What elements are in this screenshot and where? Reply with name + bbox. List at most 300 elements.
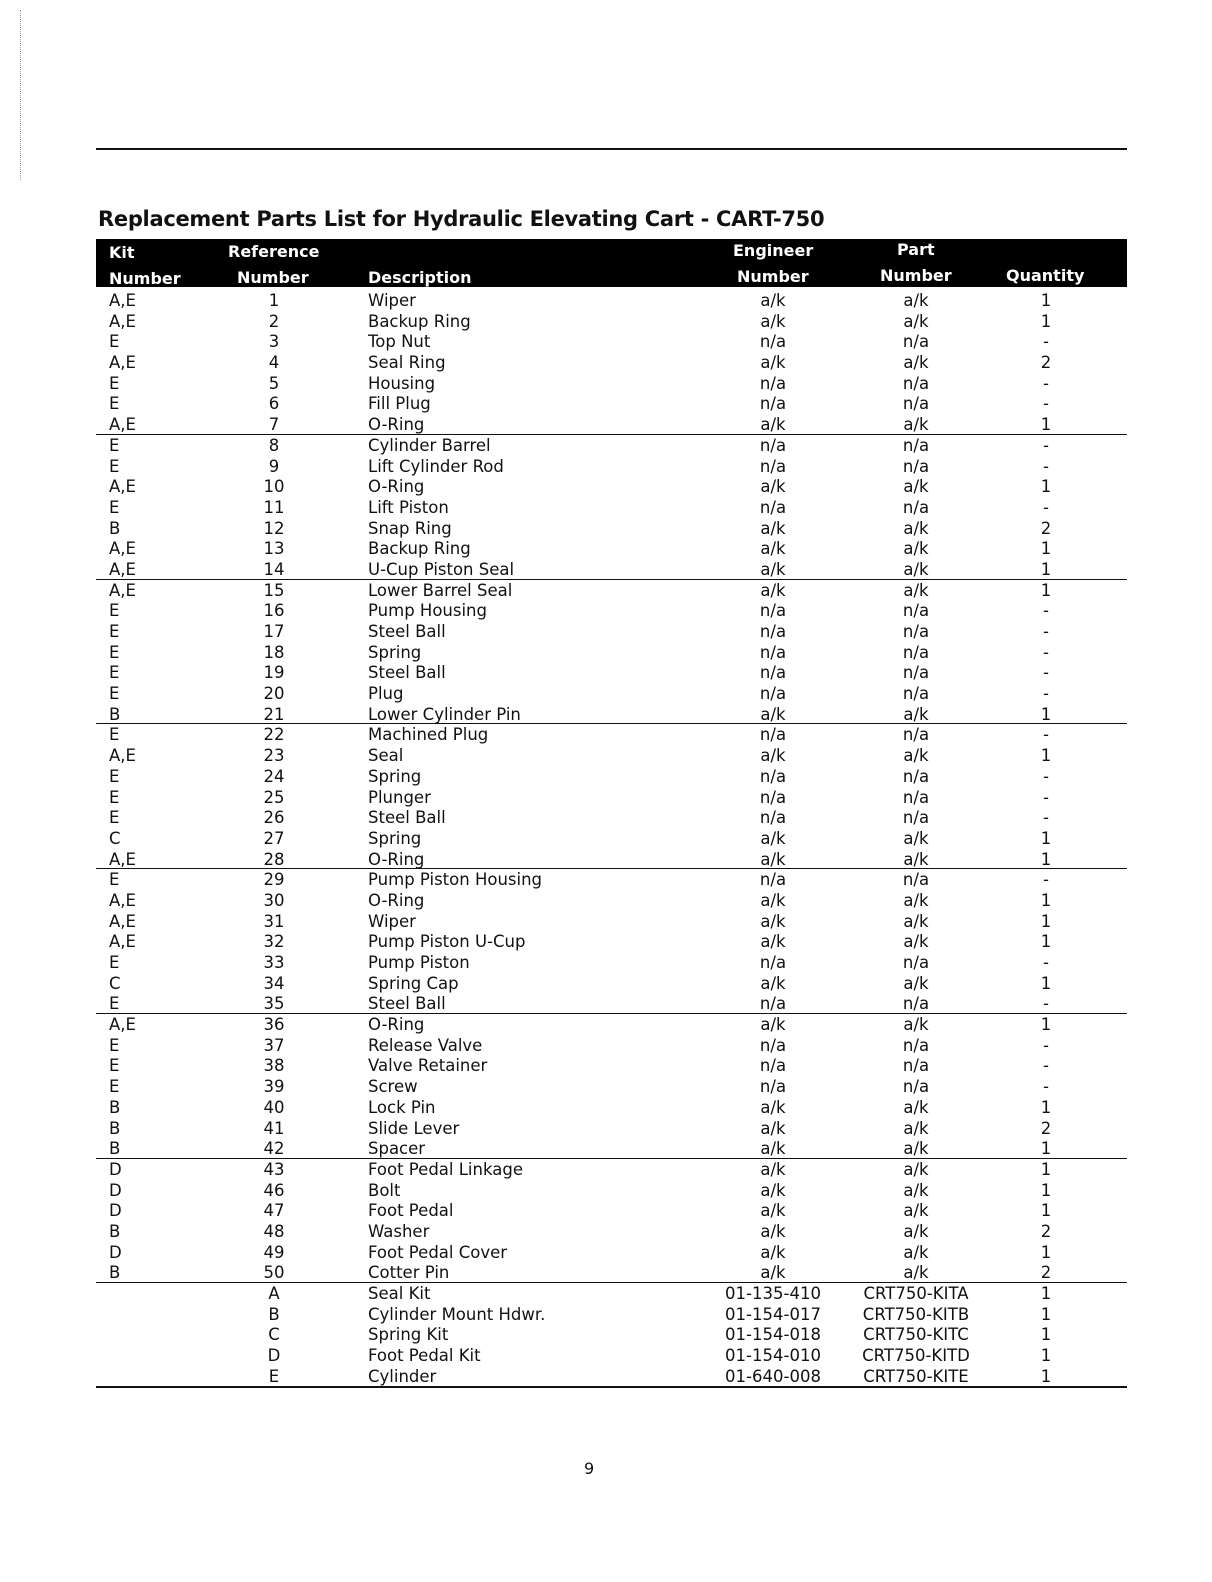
description-cell: Spring Cap xyxy=(368,973,459,993)
table-row xyxy=(96,414,1127,435)
table-row xyxy=(96,1200,1127,1221)
kit-cell: E xyxy=(109,953,120,972)
description-cell: U-Cup Piston Seal xyxy=(368,559,515,579)
engineer-number-cell: a/k xyxy=(760,849,786,869)
quantity-cell: 1 xyxy=(1040,1325,1052,1345)
table-row xyxy=(96,745,1127,766)
engineer-number-cell: a/k xyxy=(760,1015,786,1035)
reference-cell: 5 xyxy=(268,373,280,393)
engineer-number-cell: 01-154-017 xyxy=(725,1304,821,1324)
table-row xyxy=(96,642,1127,663)
description-cell: Pump Piston U-Cup xyxy=(368,932,526,952)
kit-cell: D xyxy=(109,1180,122,1200)
reference-cell: 35 xyxy=(263,994,285,1014)
part-number-cell: a/k xyxy=(903,580,929,600)
part-number-cell: a/k xyxy=(903,559,929,579)
quantity-cell: 1 xyxy=(1040,580,1052,600)
quantity-cell: - xyxy=(1043,642,1049,662)
quantity-cell: - xyxy=(1043,684,1049,704)
part-number-cell: a/k xyxy=(903,518,929,538)
table-row xyxy=(96,931,1127,952)
description-cell: Fill Plug xyxy=(368,394,431,414)
reference-cell: 22 xyxy=(263,725,285,745)
table-row xyxy=(96,497,1127,518)
engineer-number-cell: a/k xyxy=(760,1263,786,1283)
reference-cell: 37 xyxy=(263,1035,285,1055)
kit-cell: B xyxy=(109,1118,121,1138)
part-number-cell: a/k xyxy=(903,1097,929,1117)
quantity-cell: - xyxy=(1043,787,1049,807)
quantity-cell: 1 xyxy=(1040,311,1052,331)
engineer-number-cell: a/k xyxy=(760,890,786,910)
reference-cell: 8 xyxy=(268,435,280,455)
kit-cell: E xyxy=(109,622,120,641)
part-number-cell: a/k xyxy=(903,1201,929,1221)
reference-cell: B xyxy=(268,1304,280,1324)
kit-cell: E xyxy=(109,497,120,517)
reference-cell: 50 xyxy=(263,1263,285,1283)
reference-cell: 16 xyxy=(263,601,285,621)
description-cell: Spring xyxy=(368,828,422,848)
quantity-cell: 1 xyxy=(1040,291,1052,310)
quantity-cell: 1 xyxy=(1040,1242,1052,1262)
part-number-cell: n/a xyxy=(902,953,930,972)
reference-cell: A xyxy=(268,1284,280,1303)
part-number-cell: a/k xyxy=(903,973,929,993)
reference-cell: 26 xyxy=(263,808,285,828)
quantity-cell: - xyxy=(1043,953,1049,972)
scan-margin-mark xyxy=(20,10,22,180)
reference-cell: 46 xyxy=(263,1180,285,1200)
description-cell: Lock Pin xyxy=(368,1097,436,1117)
reference-cell: 4 xyxy=(268,353,280,373)
reference-cell: 33 xyxy=(263,953,285,972)
description-cell: Pump Housing xyxy=(368,601,487,621)
part-number-cell: a/k xyxy=(903,1180,929,1200)
quantity-cell: 1 xyxy=(1040,1097,1052,1117)
table-row xyxy=(96,1055,1127,1076)
engineer-number-cell: n/a xyxy=(759,725,787,745)
part-number-cell: a/k xyxy=(903,1221,929,1241)
quantity-cell: 1 xyxy=(1040,415,1052,435)
kit-cell: A,E xyxy=(109,539,136,559)
engineer-number-cell: 01-154-018 xyxy=(725,1325,821,1345)
table-row xyxy=(96,352,1127,373)
reference-cell: 21 xyxy=(263,704,285,724)
description-cell: Valve Retainer xyxy=(368,1056,488,1076)
description-cell: Top Nut xyxy=(368,332,431,352)
engineer-number-cell: n/a xyxy=(759,622,787,641)
kit-cell: B xyxy=(109,704,121,724)
reference-cell: 27 xyxy=(263,828,285,848)
description-cell: O-Ring xyxy=(368,849,425,869)
engineer-number-cell: n/a xyxy=(759,373,787,393)
part-number-cell: a/k xyxy=(903,1242,929,1262)
description-cell: Machined Plug xyxy=(368,725,489,745)
quantity-cell: - xyxy=(1043,808,1049,828)
part-number-cell: n/a xyxy=(902,435,930,455)
part-number-cell: n/a xyxy=(902,1077,930,1097)
description-cell: Slide Lever xyxy=(368,1118,460,1138)
kit-cell: A,E xyxy=(109,580,136,600)
parts-table xyxy=(96,239,1127,1388)
table-row xyxy=(96,1097,1127,1118)
table-row xyxy=(96,724,1127,745)
reference-cell: 38 xyxy=(263,1056,285,1076)
table-row xyxy=(96,311,1127,332)
engineer-number-cell: a/k xyxy=(760,911,786,931)
part-number-cell: CRT750-KITD xyxy=(862,1346,970,1366)
table-row xyxy=(96,1159,1127,1180)
description-cell: Pump Piston Housing xyxy=(368,870,543,890)
part-number-cell: n/a xyxy=(902,1056,930,1076)
table-header xyxy=(96,239,1127,287)
engineer-number-cell: n/a xyxy=(759,684,787,704)
table-row xyxy=(96,1076,1127,1097)
part-number-cell: CRT750-KITE xyxy=(863,1366,969,1386)
engineer-number-cell: n/a xyxy=(759,808,787,828)
kit-cell: B xyxy=(109,1139,121,1159)
part-number-cell: n/a xyxy=(902,994,930,1014)
engineer-number-cell: a/k xyxy=(760,291,786,310)
engineer-number-cell: n/a xyxy=(759,332,787,352)
reference-cell: 19 xyxy=(263,663,285,683)
description-cell: Lift Cylinder Rod xyxy=(368,456,504,476)
kit-cell: E xyxy=(109,870,120,890)
description-cell: Wiper xyxy=(368,911,416,931)
description-cell: Spacer xyxy=(368,1139,426,1159)
part-number-cell: n/a xyxy=(902,642,930,662)
reference-cell: 6 xyxy=(268,394,280,414)
engineer-number-cell: n/a xyxy=(759,435,787,455)
kit-cell: E xyxy=(109,663,120,683)
kit-cell: A,E xyxy=(109,890,136,910)
description-cell: Cotter Pin xyxy=(368,1263,450,1283)
part-number-cell: a/k xyxy=(903,1159,929,1179)
table-row xyxy=(96,973,1127,994)
header-part-line2: Number xyxy=(880,266,952,285)
table-row xyxy=(96,373,1127,394)
description-cell: Housing xyxy=(368,373,436,393)
quantity-cell: - xyxy=(1043,456,1049,476)
kit-cell: E xyxy=(109,808,120,828)
description-cell: Bolt xyxy=(368,1180,401,1200)
kit-cell: E xyxy=(109,435,120,455)
table-row xyxy=(96,849,1127,870)
table-row xyxy=(96,993,1127,1014)
description-cell: Steel Ball xyxy=(368,994,446,1014)
table-row xyxy=(96,621,1127,642)
reference-cell: 32 xyxy=(263,932,285,952)
table-row xyxy=(96,787,1127,808)
table-row xyxy=(96,1283,1127,1304)
description-cell: Seal Kit xyxy=(368,1284,431,1303)
kit-cell: A,E xyxy=(109,1015,136,1035)
engineer-number-cell: n/a xyxy=(759,663,787,683)
table-row xyxy=(96,869,1127,890)
table-row xyxy=(96,290,1127,311)
engineer-number-cell: n/a xyxy=(759,870,787,890)
quantity-cell: 1 xyxy=(1040,559,1052,579)
table-row xyxy=(96,331,1127,352)
table-row xyxy=(96,476,1127,497)
engineer-number-cell: n/a xyxy=(759,456,787,476)
reference-cell: 11 xyxy=(263,497,285,517)
reference-cell: 13 xyxy=(263,539,285,559)
kit-cell: B xyxy=(109,1097,121,1117)
kit-cell: D xyxy=(109,1242,122,1262)
kit-cell: E xyxy=(109,642,120,662)
engineer-number-cell: n/a xyxy=(759,1035,787,1055)
engineer-number-cell: 01-135-410 xyxy=(725,1284,821,1303)
part-number-cell: a/k xyxy=(903,477,929,497)
header-reference-line2: Number xyxy=(237,268,309,287)
description-cell: O-Ring xyxy=(368,890,425,910)
quantity-cell: 1 xyxy=(1040,539,1052,559)
table-row xyxy=(96,952,1127,973)
quantity-cell: 2 xyxy=(1040,518,1052,538)
kit-cell: E xyxy=(109,456,120,476)
description-cell: Release Valve xyxy=(368,1035,483,1055)
reference-cell: 1 xyxy=(268,291,280,310)
description-cell: Steel Ball xyxy=(368,663,446,683)
quantity-cell: 1 xyxy=(1040,1304,1052,1324)
description-cell: Steel Ball xyxy=(368,622,446,641)
reference-cell: C xyxy=(268,1325,280,1345)
kit-cell: A,E xyxy=(109,559,136,579)
description-cell: Spring xyxy=(368,766,422,786)
kit-cell: A,E xyxy=(109,932,136,952)
description-cell: Lower Cylinder Pin xyxy=(368,704,521,724)
part-number-cell: n/a xyxy=(902,394,930,414)
description-cell: Backup Ring xyxy=(368,539,471,559)
engineer-number-cell: 01-154-010 xyxy=(725,1346,821,1366)
part-number-cell: a/k xyxy=(903,911,929,931)
part-number-cell: a/k xyxy=(903,539,929,559)
table-row xyxy=(96,766,1127,787)
part-number-cell: n/a xyxy=(902,373,930,393)
quantity-cell: 2 xyxy=(1040,1263,1052,1283)
description-cell: Wiper xyxy=(368,291,416,310)
engineer-number-cell: a/k xyxy=(760,580,786,600)
quantity-cell: 2 xyxy=(1040,1221,1052,1241)
reference-cell: 31 xyxy=(263,911,285,931)
kit-cell: B xyxy=(109,518,121,538)
kit-cell: E xyxy=(109,601,120,621)
page-number: 9 xyxy=(584,1459,595,1478)
part-number-cell: n/a xyxy=(902,456,930,476)
part-number-cell: a/k xyxy=(903,849,929,869)
header-kit-line2: Number xyxy=(109,269,181,288)
quantity-cell: - xyxy=(1043,994,1049,1014)
reference-cell: 40 xyxy=(263,1097,285,1117)
quantity-cell: 1 xyxy=(1040,1139,1052,1159)
table-row xyxy=(96,538,1127,559)
header-rule xyxy=(96,148,1127,150)
kit-cell: E xyxy=(109,994,120,1014)
description-cell: Steel Ball xyxy=(368,808,446,828)
reference-cell: 43 xyxy=(263,1159,285,1179)
quantity-cell: 1 xyxy=(1040,1180,1052,1200)
quantity-cell: 1 xyxy=(1040,1201,1052,1221)
engineer-number-cell: n/a xyxy=(759,497,787,517)
engineer-number-cell: a/k xyxy=(760,1139,786,1159)
reference-cell: 18 xyxy=(263,642,285,662)
part-number-cell: n/a xyxy=(902,601,930,621)
engineer-number-cell: a/k xyxy=(760,477,786,497)
reference-cell: 42 xyxy=(263,1139,285,1159)
description-cell: Seal xyxy=(368,746,404,766)
kit-cell: E xyxy=(109,1035,120,1055)
quantity-cell: - xyxy=(1043,332,1049,352)
kit-cell: B xyxy=(109,1263,121,1283)
reference-cell: 15 xyxy=(263,580,285,600)
engineer-number-cell: n/a xyxy=(759,394,787,414)
kit-cell: D xyxy=(109,1201,122,1221)
reference-cell: E xyxy=(268,1366,280,1386)
header-engineer-line2: Number xyxy=(737,267,809,286)
part-number-cell: a/k xyxy=(903,828,929,848)
table-row xyxy=(96,559,1127,580)
quantity-cell: - xyxy=(1043,435,1049,455)
part-number-cell: a/k xyxy=(903,291,929,310)
quantity-cell: - xyxy=(1043,663,1049,683)
engineer-number-cell: a/k xyxy=(760,311,786,331)
table-row xyxy=(96,1035,1127,1056)
engineer-number-cell: n/a xyxy=(759,642,787,662)
description-cell: O-Ring xyxy=(368,1015,425,1035)
part-number-cell: a/k xyxy=(903,746,929,766)
table-row xyxy=(96,1221,1127,1242)
engineer-number-cell: a/k xyxy=(760,828,786,848)
quantity-cell: - xyxy=(1043,870,1049,890)
kit-cell: A,E xyxy=(109,477,136,497)
table-row xyxy=(96,911,1127,932)
kit-cell: D xyxy=(109,1159,122,1179)
part-number-cell: CRT750-KITC xyxy=(863,1325,969,1345)
part-number-cell: a/k xyxy=(903,890,929,910)
part-number-cell: n/a xyxy=(902,332,930,352)
header-engineer-line1: Engineer xyxy=(733,241,814,260)
engineer-number-cell: a/k xyxy=(760,1118,786,1138)
reference-cell: 39 xyxy=(263,1077,285,1097)
table-row xyxy=(96,704,1127,725)
table-row xyxy=(96,683,1127,704)
reference-cell: 30 xyxy=(263,890,285,910)
quantity-cell: 1 xyxy=(1040,1015,1052,1035)
header-quantity: Quantity xyxy=(1006,266,1085,285)
part-number-cell: n/a xyxy=(902,725,930,745)
description-cell: Plunger xyxy=(368,787,431,807)
part-number-cell: n/a xyxy=(902,766,930,786)
reference-cell: 36 xyxy=(263,1015,285,1035)
quantity-cell: 1 xyxy=(1040,1284,1052,1303)
part-number-cell: n/a xyxy=(902,787,930,807)
engineer-number-cell: n/a xyxy=(759,787,787,807)
reference-cell: 25 xyxy=(263,787,285,807)
quantity-cell: 1 xyxy=(1040,1346,1052,1366)
table-row xyxy=(96,807,1127,828)
part-number-cell: CRT750-KITA xyxy=(863,1284,969,1303)
reference-cell: 47 xyxy=(263,1201,285,1221)
kit-cell: E xyxy=(109,787,120,807)
part-number-cell: a/k xyxy=(903,1015,929,1035)
engineer-number-cell: a/k xyxy=(760,518,786,538)
header-part-line1: Part xyxy=(897,240,935,259)
engineer-number-cell: a/k xyxy=(760,539,786,559)
quantity-cell: 2 xyxy=(1040,353,1052,373)
reference-cell: 24 xyxy=(263,766,285,786)
engineer-number-cell: a/k xyxy=(760,353,786,373)
description-cell: O-Ring xyxy=(368,477,425,497)
description-cell: Foot Pedal xyxy=(368,1201,454,1221)
quantity-cell: 1 xyxy=(1040,1366,1052,1386)
description-cell: Foot Pedal Cover xyxy=(368,1242,508,1262)
table-row xyxy=(96,456,1127,477)
quantity-cell: 1 xyxy=(1040,890,1052,910)
part-number-cell: n/a xyxy=(902,684,930,704)
engineer-number-cell: n/a xyxy=(759,601,787,621)
kit-cell: A,E xyxy=(109,849,136,869)
engineer-number-cell: a/k xyxy=(760,1159,786,1179)
quantity-cell: - xyxy=(1043,1056,1049,1076)
reference-cell: 41 xyxy=(263,1118,285,1138)
part-number-cell: a/k xyxy=(903,704,929,724)
engineer-number-cell: 01-640-008 xyxy=(725,1366,821,1386)
kit-cell: A,E xyxy=(109,415,136,435)
engineer-number-cell: a/k xyxy=(760,1097,786,1117)
description-cell: Foot Pedal Linkage xyxy=(368,1159,523,1179)
table-row xyxy=(96,1138,1127,1159)
quantity-cell: 2 xyxy=(1040,1118,1052,1138)
quantity-cell: 1 xyxy=(1040,477,1052,497)
reference-cell: 9 xyxy=(268,456,280,476)
quantity-cell: - xyxy=(1043,497,1049,517)
description-cell: Cylinder xyxy=(368,1366,437,1386)
part-number-cell: a/k xyxy=(903,353,929,373)
engineer-number-cell: a/k xyxy=(760,1221,786,1241)
quantity-cell: - xyxy=(1043,1035,1049,1055)
quantity-cell: - xyxy=(1043,1077,1049,1097)
part-number-cell: a/k xyxy=(903,311,929,331)
description-cell: Cylinder Barrel xyxy=(368,435,491,455)
table-row xyxy=(96,1242,1127,1263)
quantity-cell: 1 xyxy=(1040,828,1052,848)
engineer-number-cell: a/k xyxy=(760,1201,786,1221)
reference-cell: 7 xyxy=(268,415,280,435)
table-row xyxy=(96,1180,1127,1201)
quantity-cell: - xyxy=(1043,766,1049,786)
reference-cell: 14 xyxy=(263,559,285,579)
description-cell: Screw xyxy=(368,1077,418,1097)
engineer-number-cell: n/a xyxy=(759,953,787,972)
part-number-cell: n/a xyxy=(902,808,930,828)
reference-cell: 48 xyxy=(263,1221,285,1241)
description-cell: O-Ring xyxy=(368,415,425,435)
table-row xyxy=(96,1118,1127,1139)
kit-cell: E xyxy=(109,373,120,393)
quantity-cell: 1 xyxy=(1040,704,1052,724)
engineer-number-cell: a/k xyxy=(760,973,786,993)
table-row xyxy=(96,1324,1127,1345)
reference-cell: 10 xyxy=(263,477,285,497)
engineer-number-cell: a/k xyxy=(760,1180,786,1200)
kit-cell: E xyxy=(109,394,120,414)
description-cell: Washer xyxy=(368,1221,430,1241)
engineer-number-cell: a/k xyxy=(760,1242,786,1262)
part-number-cell: a/k xyxy=(903,1263,929,1283)
kit-cell: A,E xyxy=(109,353,136,373)
